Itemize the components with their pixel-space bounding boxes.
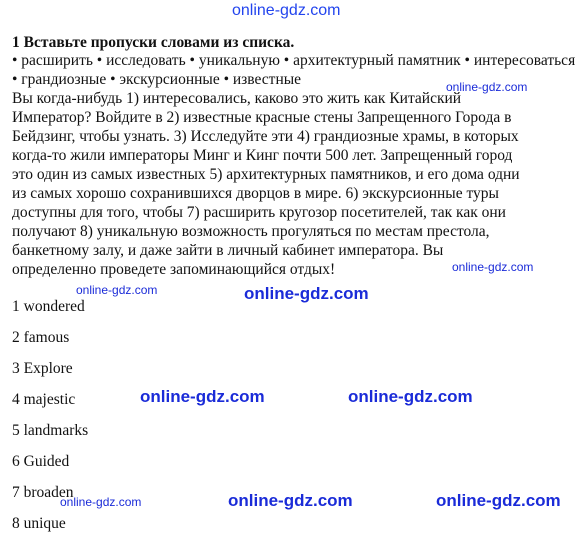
answer-item: 8 unique <box>12 515 66 532</box>
answer-item: 6 Guided <box>12 453 70 470</box>
exercise-block <box>12 34 582 279</box>
text-line: из самых хорошо сохранившихся дворцов в мире. 6) экскурсионные туры <box>12 185 499 202</box>
watermark: online-gdz.com <box>228 491 353 510</box>
text-line: Вы когда-нибудь 1) интересовались, каково это жить как Китайский <box>12 90 462 107</box>
text-line: доступны для того, чтобы 7) расширить кругозор посетителей, так как они <box>12 204 506 221</box>
watermark: online-gdz.com <box>60 495 142 509</box>
answer-item: 3 Explore <box>12 360 73 377</box>
text-line: банкетному залу, и даже зайти в личный кабинет императора. Вы <box>12 242 444 259</box>
text-line: это один из самых известных 5) архитектурных памятников, и его дома одни <box>12 166 520 183</box>
watermark: online-gdz.com <box>140 387 265 406</box>
watermark: online-gdz.com <box>446 80 528 94</box>
watermark: online-gdz.com <box>76 283 158 297</box>
text-line: Бейдзинг, чтобы узнать. 3) Исследуйте эти 4) грандиозные храмы, в которых <box>12 128 519 145</box>
text-line: когда-то жили императоры Минг и Кинг почти 500 лет. Запрещенный город <box>12 147 513 164</box>
exercise-title: 1 Вставьте пропуски словами из списка. <box>12 34 295 51</box>
answer-item: 7 broaden <box>12 484 74 501</box>
watermark: online-gdz.com <box>452 260 534 274</box>
watermark-top: online-gdz.com <box>232 2 341 19</box>
answer-item: 1 wondered <box>12 298 85 315</box>
watermark: online-gdz.com <box>348 387 473 406</box>
text-line: Император? Войдите в 2) известные красные стены Запрещенного Города в <box>12 109 512 126</box>
text-line: определенно проведете запоминающийся отдых! <box>12 261 336 278</box>
watermark: online-gdz.com <box>436 491 561 510</box>
answer-item: 4 majestic <box>12 391 76 408</box>
word-list: • расширить • исследовать • уникальную • архитектурный памятник • интересоваться • грандиозные • экскурсионные • известные <box>12 52 576 88</box>
watermark: online-gdz.com <box>244 284 369 303</box>
answer-item: 5 landmarks <box>12 422 89 439</box>
exercise-text <box>12 89 582 279</box>
text-line: получают 8) уникальную возможность прогуляться по местам престола, <box>12 223 490 240</box>
answer-item: 2 famous <box>12 329 70 346</box>
